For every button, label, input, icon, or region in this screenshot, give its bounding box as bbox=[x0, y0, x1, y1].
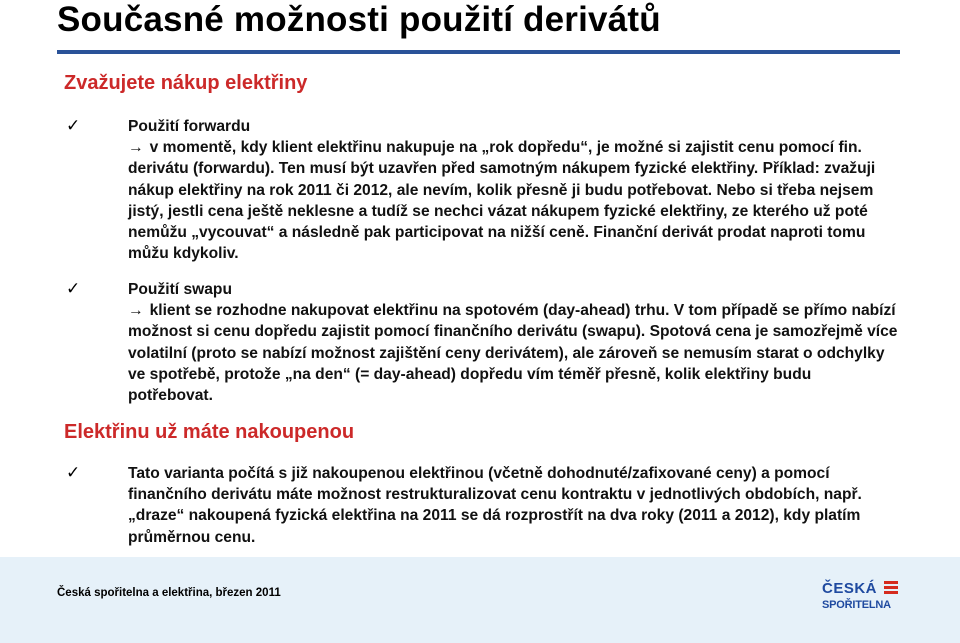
checkmark-icon: ✓ bbox=[66, 463, 81, 482]
bullet-swap bbox=[128, 279, 898, 406]
logo-line-2: SPOŘITELNA bbox=[822, 599, 891, 611]
bullet-forward-text: v momentě, kdy klient elektřinu nakupuje na „rok dopředu“, je možné si zajistit cenu pomocí fin. derivátu (forwardu). Ten musí být uzavřen před samotným nákupem fyzické elektřiny. Příklad: zvažuji nákup elektřiny na rok 2011 či 2012, ale nevím, kolik přesně ji budu potřebovat. Nebo si třeba nejsem jistý, jestli cena ještě neklesne a tudíž se nechci vázat nákupem fyzické elektřiny, ze kterého už poté nemůžu „vycouvat“ a následně pak participovat na nižší ceně. Finanční derivát prodat naproti tomu můžu kdykoliv. bbox=[128, 139, 876, 263]
bullet-swap-title: Použití swapu bbox=[128, 281, 232, 298]
footer-caption: Česká spořitelna a elektřina, březen 2011 bbox=[57, 587, 281, 599]
section-heading-purchase: Zvažujete nákup elektřiny bbox=[64, 72, 308, 94]
checkmark-icon: ✓ bbox=[66, 279, 81, 298]
bullet-restructure-text: Tato varianta počítá s již nakoupenou elektřinou (včetně dohodnuté/zafixované ceny) a pomocí finančního derivátu máte možnost restrukturalizovat cenu kontraktu v jednotlivých obdobích, např. „draze“ nakoupená fyzická elektřina na 2011 se dá rozprostřít na dva roky (2011 a 2012), kdy platím průměrnou cenu. bbox=[128, 465, 862, 546]
bullet-swap-text: klient se rozhodne nakupovat elektřinu na spotovém (day-ahead) trhu. V tom případě se přímo nabízí možnost si cenu dopředu zajistit pomocí finančního derivátu (swapu). Spotová cena je samozřejmě více volatilní (proto se nabízí možnost zajištění ceny derivátem), ale zároveň se nemusím starat o odchylky ve spotřebě, protože „na den“ (= day-ahead) dopředu vím téměř přesně, kolik elektřiny budu potřebovat. bbox=[128, 302, 898, 405]
checkmark-icon: ✓ bbox=[66, 116, 81, 135]
logo-mark-icon bbox=[884, 581, 898, 595]
arrow-right-icon: → bbox=[128, 302, 144, 320]
bullet-forward-title: Použití forwardu bbox=[128, 118, 251, 135]
logo-line-1: ČESKÁ bbox=[822, 580, 878, 597]
footer bbox=[0, 557, 960, 643]
page-title: Současné možnosti použití derivátů bbox=[57, 0, 661, 39]
section-heading-purchased: Elektřinu už máte nakoupenou bbox=[64, 421, 355, 443]
arrow-right-icon: → bbox=[128, 139, 144, 157]
ceska-sporitelna-logo bbox=[822, 581, 902, 617]
bullet-forward bbox=[128, 116, 898, 264]
title-divider bbox=[57, 50, 900, 54]
bullet-restructure bbox=[128, 463, 898, 548]
